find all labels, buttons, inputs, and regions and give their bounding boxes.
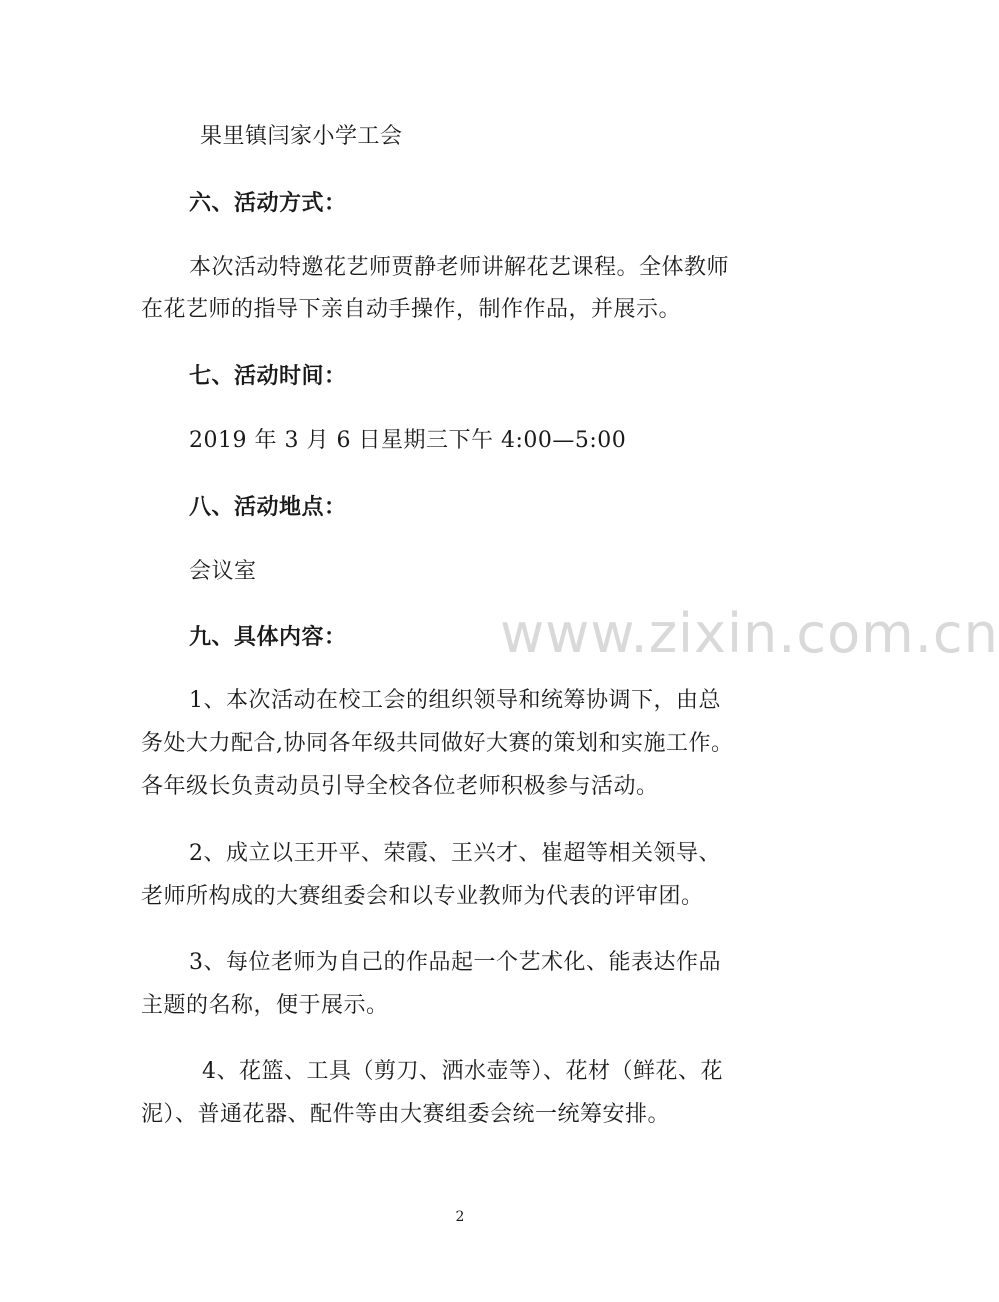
section7-line-1: 2019 年 3 月 6 日星期三下午 4:00—5:00 [189,428,627,453]
section6-heading: 六、活动方式： [189,190,347,216]
section9-item4-line-2: 泥）、普通花器、配件等由大赛组委会统一统筹安排。 [141,1102,671,1127]
section6-line-1: 本次活动特邀花艺师贾静老师讲解花艺课程。全体教师 [189,255,730,280]
section9-item2-line-2: 老师所构成的大赛组委会和以专业教师为代表的评审团。 [141,884,704,909]
section9-item1-line-2: 务处大力配合,协同各年级共同做好大赛的策划和实施工作。 [141,731,734,756]
section9-item4-line-1: 4、花篮、工具（剪刀、洒水壶等）、花材（鲜花、花 [202,1059,723,1084]
section9-item1-line-1: 1、本次活动在校工会的组织领导和统筹协调下，由总 [189,688,721,713]
section8-line-1: 会议室 [189,559,257,584]
section9-item1-line-3: 各年级长负责动员引导全校各位老师积极参与活动。 [141,774,659,799]
section9-item3-line-2: 主题的名称，便于展示。 [141,993,389,1018]
section9-item2-line-1: 2、成立以王开平、荣霞、王兴才、崔超等相关领导、 [189,841,721,866]
watermark: www.zixin.com.cn [500,602,999,665]
page-number: 2 [455,1209,465,1225]
section6-line-2: 在花艺师的指导下亲自动手操作，制作作品，并展示。 [141,297,682,322]
section7-heading: 七、活动时间： [189,363,347,389]
organizer-line: 果里镇闫家小学工会 [200,124,403,149]
section8-heading: 八、活动地点： [189,494,347,520]
section9-heading: 九、具体内容： [189,624,347,650]
section9-item3-line-1: 3、每位老师为自己的作品起一个艺术化、能表达作品 [189,950,721,975]
